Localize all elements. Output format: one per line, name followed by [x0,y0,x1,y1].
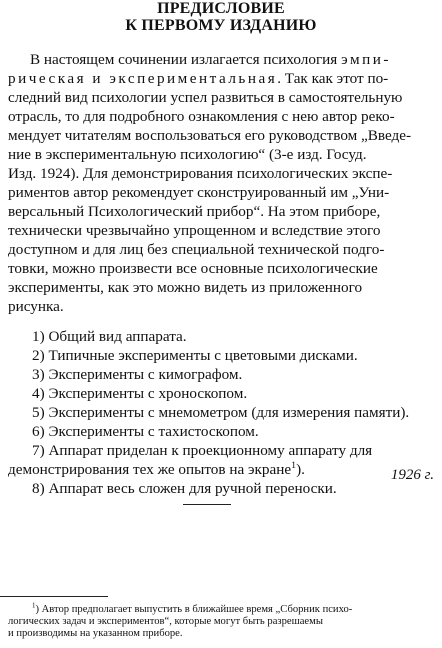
body-line: риментов автор рекомендует сконструированный им „Уни- [8,184,390,201]
list-item-continuation [8,460,305,479]
spaced-text: эмпи- [341,51,391,68]
footnote-line: логических задач и экспериментов“, которые могут быть разрешаемы [8,616,323,627]
body-line: товки, можно произвести все основные психологические [8,260,378,277]
section-divider [183,504,231,505]
body-line: версальный Психологический прибор“. На этом приборе, [8,203,381,220]
body-line: доступном и для лиц без специальной технической подго- [8,241,385,258]
date: 1926 г. [390,467,434,483]
list-item: 4) Эксперименты с хроноскопом. [32,385,248,402]
footnote-text: ) Автор предполагает выпустить в ближайшее время „Сборник психо- [35,604,353,615]
body-line: рисунка. [8,298,64,315]
list-item: 6) Эксперименты с тахистоскопом. [32,423,259,440]
body-text: . Так как этот по- [277,70,389,87]
list-item: 3) Эксперименты с кимографом. [32,366,243,383]
body-line: технически чрезвычайно упрощенном и вследствие этого [8,222,381,239]
list-item: 7) Аппарат приделан к проекционному аппарату для [32,442,373,459]
spaced-text: рическая и экспериментальная [8,70,278,87]
body-line: Изд. 1924). Для демонстрирования психологических экспе- [8,165,393,182]
list-item: 8) Аппарат весь сложен для ручной переноски. [32,480,337,497]
footnote-divider [0,596,108,597]
body-line: следний вид психологии успел развиться в самостоятельную [8,89,403,106]
body-line: отрасль, то для подробного ознакомления с нею автор реко- [8,108,395,125]
chapter-title: ПРЕДИСЛОВИЕ [157,0,285,17]
list-item: 2) Типичные эксперименты с цветовыми дисками. [32,347,358,364]
footnote-ref: 1 [291,459,297,471]
body-line: мендует читателям воспользоваться его руководством „Введе- [8,127,412,144]
chapter-subtitle: К ПЕРВОМУ ИЗДАНИЮ [125,17,317,34]
body-line: ние в экспериментальную психологию“ (3-е изд. Госуд. [8,146,367,163]
list-item: 5) Эксперименты с мнемометром (для измерения памяти). [32,404,410,421]
body-line [8,69,438,88]
footnote-marker: 1 [32,602,36,610]
list-text: ). [296,461,305,478]
list-text: демонстрирования тех же опытов на экране [8,461,292,478]
body-line: эксперименты, как это можно видеть из приложенного [8,279,363,296]
body-line [30,50,438,69]
list-item: 1) Общий вид аппарата. [32,328,187,345]
footnote-line: и производимы на указанном приборе. [8,628,183,639]
body-text: В настоящем сочинении излагается психология [30,51,342,68]
footnote-line [32,604,438,616]
